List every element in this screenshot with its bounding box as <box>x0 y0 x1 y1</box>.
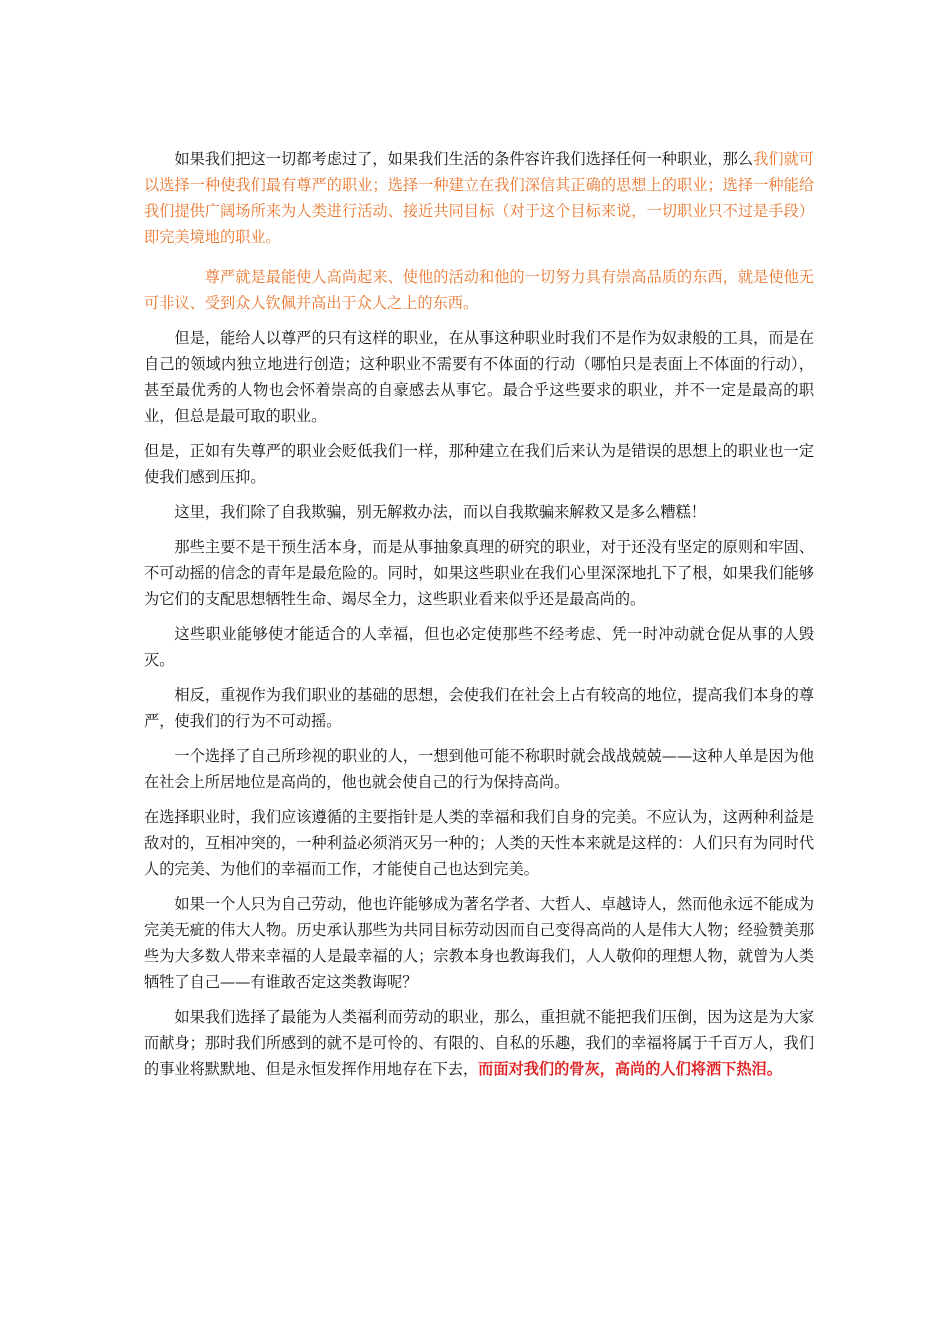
paragraph-10: 在选择职业时，我们应该遵循的主要指针是人类的幸福和我们自身的完美。不应认为，这两种利益是敌对的，互相冲突的，一种利益必须消灭另一种的；人类的天性本来就是这样的：人们只有为同时代人的完美、为他们的幸福而工作，才能使自己也达到完美。 <box>144 808 814 878</box>
paragraph-6: 那些主要不是干预生活本身，而是从事抽象真理的研究的职业，对于还没有坚定的原则和牢固、不可动摇的信念的青年是最危险的。同时，如果这些职业在我们心里深深地扎下了根，如果我们能够为它们的支配思想牺牲生命、竭尽全力，这些职业看来似乎还是最高尚的。 <box>144 538 814 608</box>
document-page <box>144 146 814 1091</box>
paragraph-1-text: 如果我们把这一切都考虑过了，如果我们生活的条件容许我们选择任何一种职业，那么 <box>174 150 754 168</box>
paragraph-8: 相反，重视作为我们职业的基础的思想，会使我们在社会上占有较高的地位，提高我们本身的尊严，使我们的行为不可动摇。 <box>144 686 814 730</box>
paragraph-12 <box>144 1004 814 1082</box>
paragraph-12-emphasis: 而面对我们的骨灰，高尚的人们将洒下热泪。 <box>478 1060 782 1078</box>
paragraph-1-highlight: 我们就可以选择一种使我们最有尊严的职业；选择一种建立在我们深信其正确的思想上的职业；选择一种能给我们提供广阔场所来为人类进行活动、接近共同目标（对于这个目标来说，一切职业只不过是手段）即完美境地的职业。 <box>144 150 815 246</box>
paragraph-7: 这些职业能够使才能适合的人幸福，但也必定使那些不经考虑、凭一时冲动就仓促从事的人毁灭。 <box>144 625 814 669</box>
paragraph-9: 一个选择了自己所珍视的职业的人，一想到他可能不称职时就会战战兢兢——这种人单是因为他在社会上所居地位是高尚的，他也就会使自己的行为保持高尚。 <box>144 747 814 791</box>
paragraph-1 <box>144 146 814 250</box>
paragraph-11: 如果一个人只为自己劳动，他也许能够成为著名学者、大哲人、卓越诗人，然而他永远不能成为完美无疵的伟大人物。历史承认那些为共同目标劳动因而自己变得高尚的人是伟大人物；经验赞美那些为大多数人带来幸福的人是最幸福的人；宗教本身也教诲我们，人人敬仰的理想人物，就曾为人类牺牲了自己——有谁敢否定这类教诲呢？ <box>144 895 814 991</box>
paragraph-3: 但是，能给人以尊严的只有这样的职业，在从事这种职业时我们不是作为奴隶般的工具，而是在自己的领域内独立地进行创造；这种职业不需要有不体面的行动（哪怕只是表面上不体面的行动），甚至最优秀的人物也会怀着崇高的自豪感去从事它。最合乎这些要求的职业，并不一定是最高的职业，但总是最可取的职业。 <box>144 329 814 425</box>
paragraph-4: 但是，正如有失尊严的职业会贬低我们一样，那种建立在我们后来认为是错误的思想上的职业也一定使我们感到压抑。 <box>144 442 814 486</box>
paragraph-5: 这里，我们除了自我欺骗，别无解救办法，而以自我欺骗来解救又是多么糟糕！ <box>174 503 706 521</box>
paragraph-12-text: 如果我们选择了最能为人类福利而劳动的职业，那么，重担就不能把我们压倒，因为这是为大家而献身；那时我们所感到的就不是可怜的、有限的、自私的乐趣，我们的幸福将属于千百万人，我们的事业将默默地、但是永恒发挥作用地存在下去， <box>144 1008 814 1078</box>
paragraph-2-highlight: 尊严就是最能使人高尚起来、使他的活动和他的一切努力具有崇高品质的东西，就是使他无可非议、受到众人钦佩并高出于众人之上的东西。 <box>144 268 814 312</box>
